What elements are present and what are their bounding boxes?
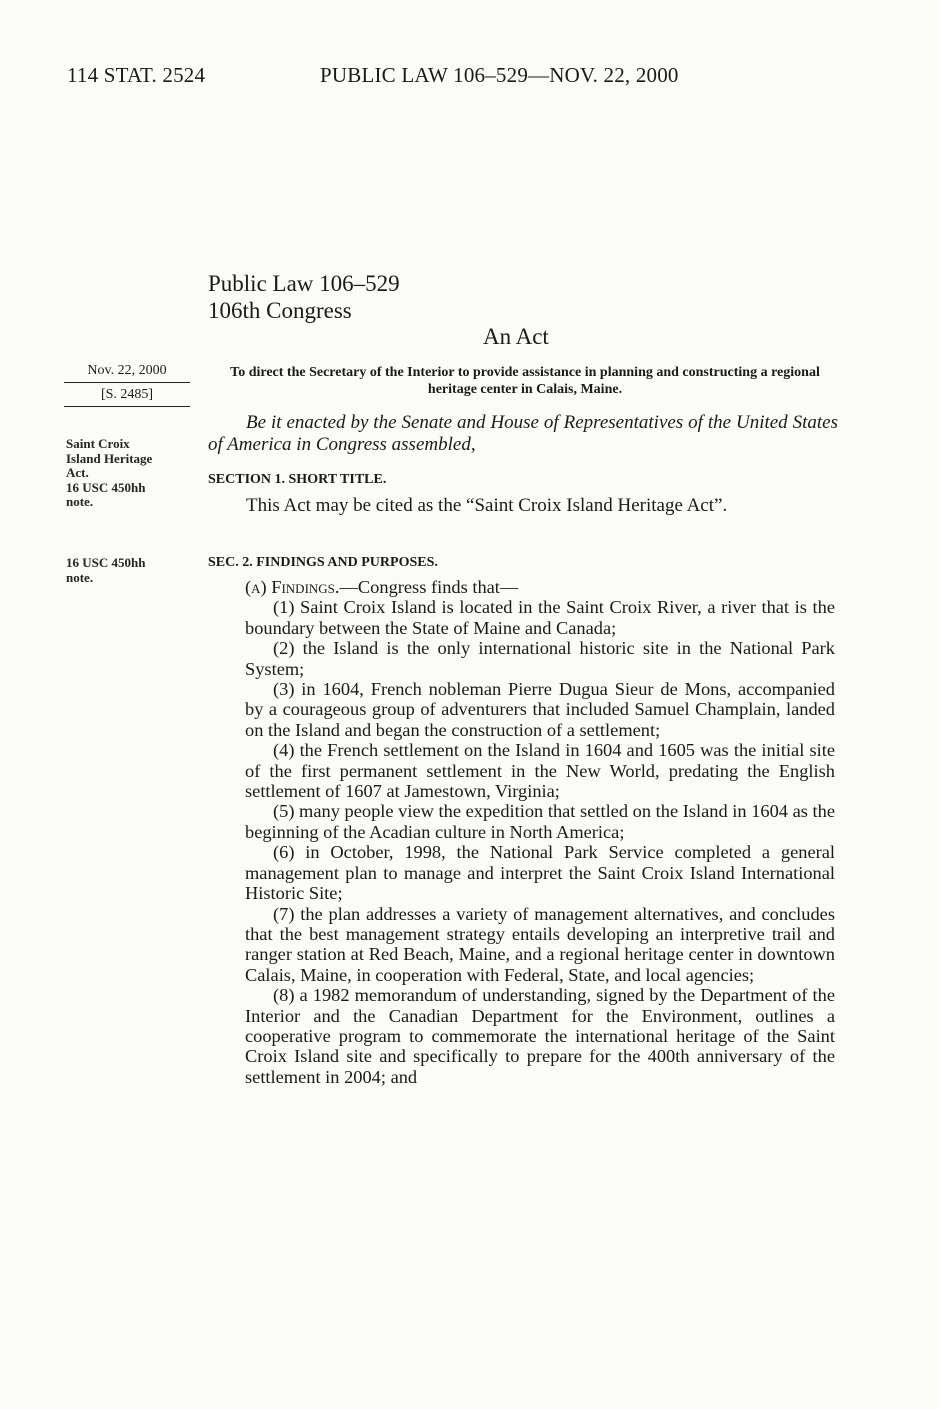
bill-number: [S. 2485] [64, 383, 190, 407]
margin-line: 16 USC 450hh [66, 479, 146, 495]
subsection-lead: —Congress finds that— [339, 577, 519, 597]
subsection-label: (a) Findings. [245, 577, 340, 597]
margin-line: note. [66, 569, 94, 585]
subsection-a [245, 577, 835, 597]
congress-title: 106th Congress [208, 298, 352, 323]
enactment-date: Nov. 22, 2000 [64, 363, 190, 383]
enacting-clause: Be it enacted by the Senate and House of Representatives of the United States of America in Congress assembled, [208, 412, 838, 455]
section-2-heading: SEC. 2. FINDINGS AND PURPOSES. [208, 555, 438, 570]
finding-item: (1) Saint Croix Island is located in the Saint Croix River, a river that is the boundary between the State of Maine and Canada; [245, 597, 835, 638]
public-law-title: Public Law 106–529 [208, 271, 400, 296]
margin-line: note. [66, 494, 94, 509]
margin-line: Island Heritage [66, 450, 153, 466]
finding-item: (8) a 1982 memorandum of understanding, signed by the Department of the Interior and the Canadian Department for the Environment, outlines a cooperative program to commemorate the international heritage of the Saint Croix Island site and specifically to prepare for the 400th anniversary of the settlement in 2004; and [245, 985, 835, 1087]
margin-line: Saint Croix [66, 436, 130, 451]
finding-item: (3) in 1604, French nobleman Pierre Dugua Sieur de Mons, accompanied by a courageous group of adventurers that included Samuel Champlain, landed on the Island and began the construction of a settlement; [245, 679, 835, 740]
finding-item: (7) the plan addresses a variety of management alternatives, and concludes that the best management strategy entails developing an interpretive trail and ranger station at Red Beach, Maine, and a regional heritage center in downtown Calais, Maine, in cooperation with Federal, State, and local agencies; [245, 903, 835, 985]
date-block [64, 363, 190, 407]
purpose-statement: To direct the Secretary of the Interior to provide assistance in planning and constructing a regional heritage center in Calais, Maine. [230, 365, 820, 397]
stat-reference: 114 STAT. 2524 [67, 63, 206, 87]
finding-item: (2) the Island is the only international historic site in the National Park System; [245, 638, 835, 679]
finding-item: (6) in October, 1998, the National Park Service completed a general management plan to manage and interpret the Saint Croix Island International Historic Site; [245, 842, 835, 904]
finding-item: (5) many people view the expedition that settled on the Island in 1604 as the beginning of the Acadian culture in North America; [245, 801, 835, 842]
section-1-heading: SECTION 1. SHORT TITLE. [208, 472, 387, 487]
act-label: An Act [483, 324, 549, 349]
finding-item: (4) the French settlement on the Island in 1604 and 1605 was the initial site of the first permanent settlement in the New World, predating the English settlement of 1607 at Jamestown, Virginia; [245, 740, 835, 802]
findings-body [245, 577, 835, 1087]
margin-line: Act. [66, 465, 89, 480]
margin-note-1 [66, 437, 186, 510]
section-1-text: This Act may be cited as the “Saint Croix Island Heritage Act”. [246, 495, 728, 516]
running-title: PUBLIC LAW 106–529—NOV. 22, 2000 [320, 63, 679, 87]
margin-note-2 [66, 556, 186, 585]
margin-line: 16 USC 450hh [66, 555, 146, 570]
